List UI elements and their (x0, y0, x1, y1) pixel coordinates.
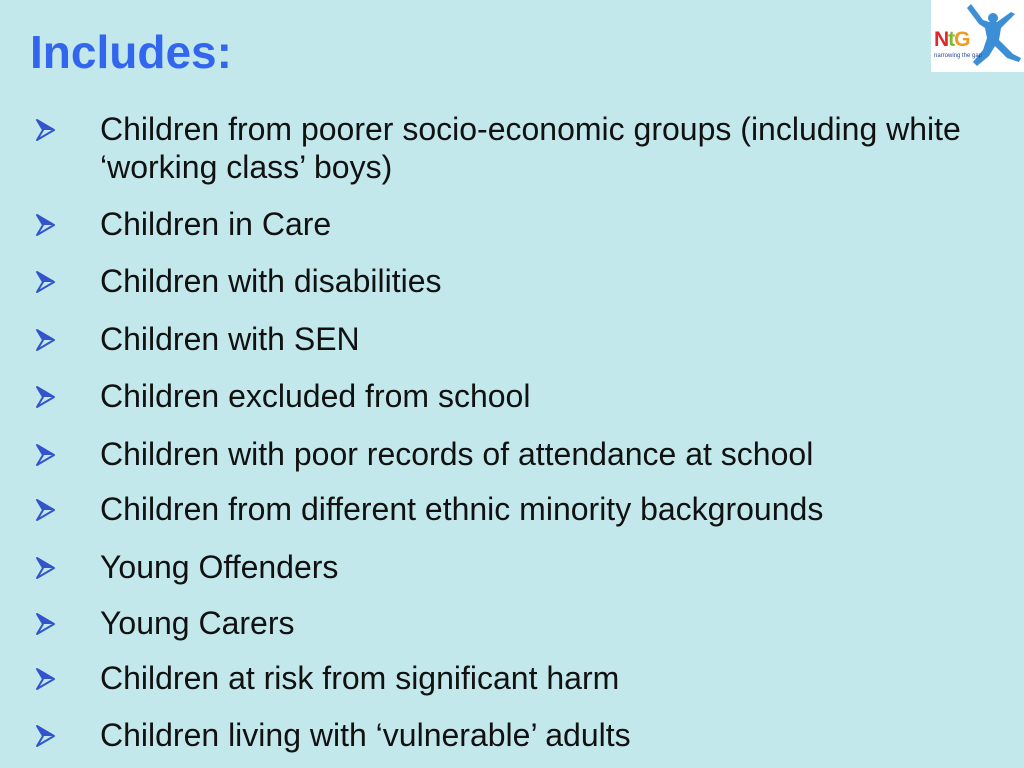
arrow-bullet-icon (33, 716, 57, 752)
logo-tagline: narrowing the gap (934, 53, 983, 59)
logo-wordmark: NtG (934, 28, 970, 51)
bullet-text: Young Offenders (100, 549, 339, 585)
bullet-text: Children from poorer socio-economic groups (including white ‘working class’ boys) (100, 111, 961, 185)
bullet-text: Children at risk from significant harm (100, 660, 620, 696)
arrow-bullet-icon (33, 548, 57, 584)
bullet-text: Children from different ethnic minority backgrounds (100, 491, 824, 527)
bullet-text: Children with SEN (100, 321, 360, 357)
arrow-bullet-icon (33, 490, 57, 526)
bullet-text: Young Carers (100, 605, 295, 641)
bullet-text: Children in Care (100, 206, 332, 242)
bullet-text: Children with disabilities (100, 263, 442, 299)
arrow-bullet-icon (33, 435, 57, 471)
bullet-text: Children excluded from school (100, 378, 531, 414)
bullet-text: Children with poor records of attendance at school (100, 436, 814, 472)
arrow-bullet-icon (33, 377, 57, 413)
arrow-bullet-icon (33, 262, 57, 298)
arrow-bullet-icon (33, 659, 57, 695)
arrow-bullet-icon (33, 604, 57, 640)
arrow-bullet-icon (33, 320, 57, 356)
arrow-bullet-icon (33, 205, 57, 241)
ntg-logo (931, 0, 1024, 72)
slide-title: Includes: (30, 26, 232, 78)
arrow-bullet-icon (33, 110, 57, 146)
bullet-text: Children living with ‘vulnerable’ adults (100, 717, 631, 753)
